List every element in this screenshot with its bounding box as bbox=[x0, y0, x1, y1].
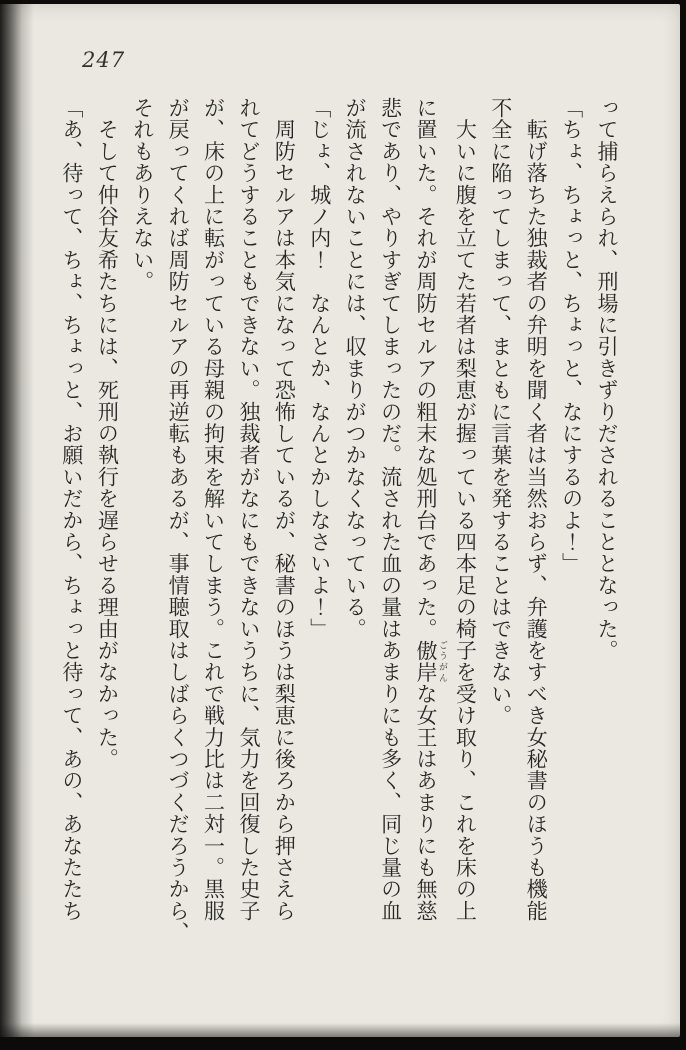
text-line-with-furigana bbox=[408, 97, 447, 959]
text-line: 不全に陥ってしまって、まともに言葉を発することはできない。 bbox=[488, 97, 513, 727]
text-line: 周防セルアは本気になって恐怖しているが、秘書のほうは梨恵に後ろから押さえら bbox=[272, 97, 297, 922]
text-line: そして仲谷友希たちには、死刑の執行を遅らせる理由がなかった。 bbox=[95, 97, 120, 770]
text-line: 転げ落ちた独裁者の弁明を聞く者は当然おらず、弁護をすべき女秘書のほうも機能 bbox=[524, 97, 549, 922]
text-line: 「あ、待って、ちょ、ちょっと、お願いだから、ちょっと待って、あの、あなたたち bbox=[59, 97, 84, 922]
text-line: 大いに腹を立てた若者は梨恵が握っている四本足の椅子を受け取り、これを床の上 bbox=[453, 97, 478, 922]
ruby-base: 傲岸 bbox=[413, 639, 438, 683]
vertical-text-body bbox=[54, 97, 625, 959]
paper-page bbox=[0, 4, 680, 1037]
text-line: 「ちょ、ちょっと、ちょっと、なにするのよ！」 bbox=[559, 97, 584, 575]
text-line: って捕らえられ、刑場に引きずりだされることとなった。 bbox=[595, 97, 619, 662]
page-number: 247 bbox=[82, 48, 126, 72]
text-line: が戻ってくれば周防セルアの再逆転もあるが、事情聴取はしばらくつづくだろうから、 bbox=[166, 97, 191, 944]
text-line: が流されないことには、収まりがつかなくなっている。 bbox=[343, 97, 368, 640]
text-line: それもありえない。 bbox=[130, 97, 155, 293]
ruby-reading: ごうがん bbox=[436, 639, 447, 683]
text-line: 悲であり、やりすぎてしまったのだ。流された血の量はあまりにも多く、同じ量の血 bbox=[378, 97, 403, 922]
text-segment: に置いた。それが周防セルアの粗末な処刑台であった。 bbox=[413, 97, 438, 640]
text-line: が、床の上に転がっている母親の拘束を解いてしまう。これで戦力比は二対一。黒服 bbox=[201, 97, 226, 922]
furigana-ruby bbox=[413, 639, 447, 683]
text-line: 「じょ、城ノ内！ なんとか、なんとかしなさいよ！」 bbox=[307, 97, 332, 640]
text-line: れてどうすることもできない。独裁者がなにもできないうちに、気力を回復した史子 bbox=[236, 97, 261, 922]
text-segment: な女王はあまりにも無慈 bbox=[413, 682, 438, 922]
